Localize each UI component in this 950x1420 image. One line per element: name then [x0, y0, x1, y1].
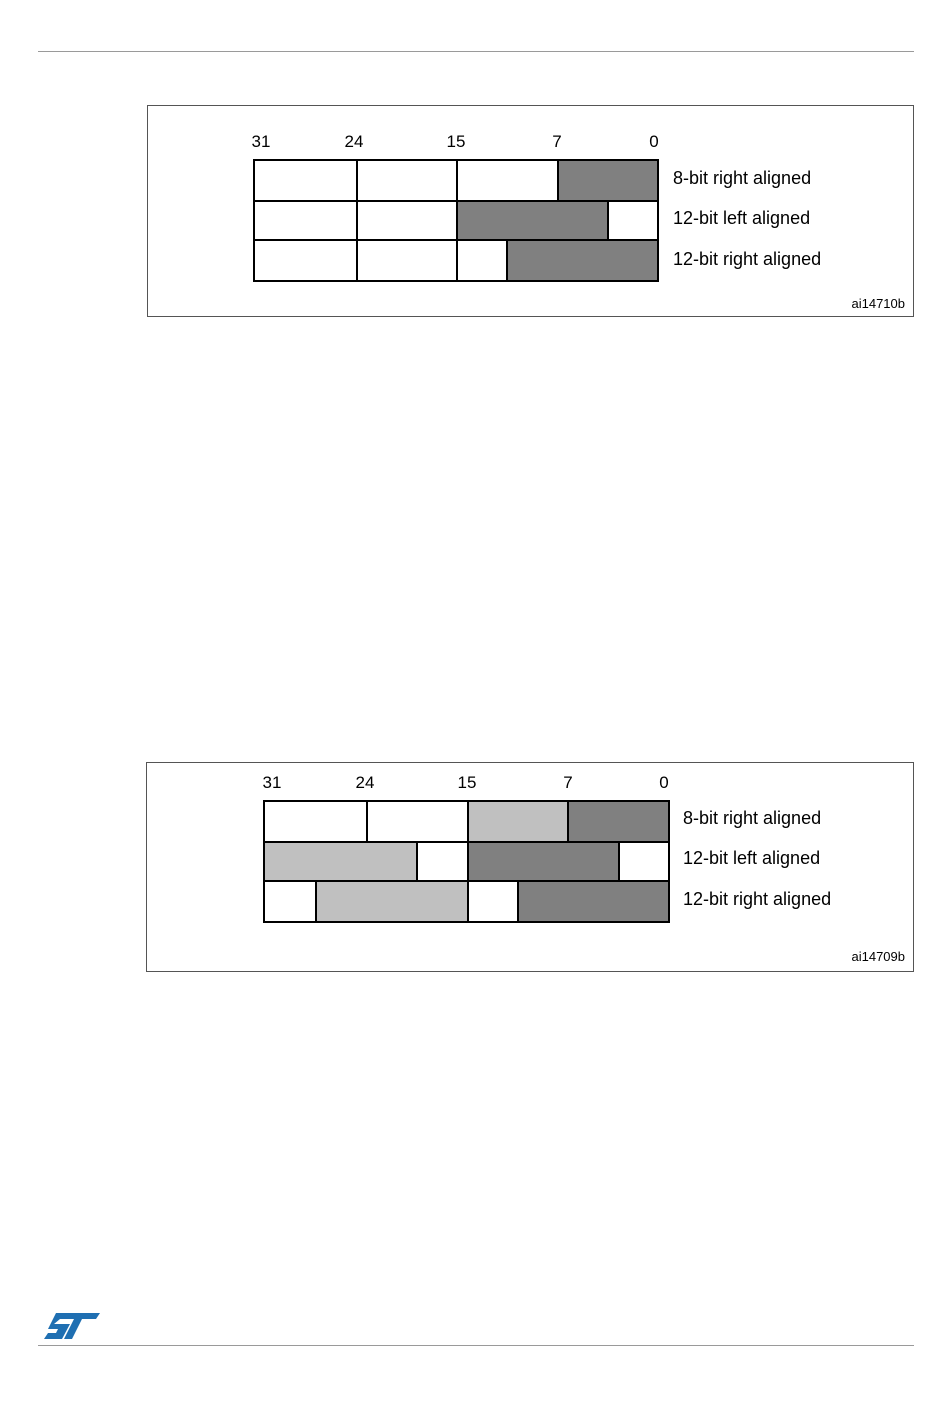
- footer-rule: [38, 1345, 914, 1346]
- bit-field-31-28: [265, 881, 315, 921]
- bit-field-7-0: [567, 802, 668, 842]
- bit-field-11-0: [506, 240, 657, 280]
- row-label-12bit-right: 12-bit right aligned: [683, 889, 832, 909]
- bit-field-19-16: [416, 842, 466, 882]
- bit-label-24: 24: [355, 773, 375, 792]
- row-separator: [265, 841, 668, 843]
- figure-id: ai14710b: [851, 296, 905, 311]
- row-label-12bit-right: 12-bit right aligned: [673, 249, 822, 269]
- bit-field-15-12: [456, 240, 506, 280]
- bit-field-15-4: [467, 842, 618, 882]
- row-label-8bit-right: 8-bit right aligned: [683, 808, 822, 828]
- register-row: [255, 161, 657, 201]
- bit-label-31: 31: [262, 773, 282, 792]
- row-label-12bit-left: 12-bit left aligned: [683, 848, 821, 868]
- bit-label-0: 0: [649, 132, 659, 151]
- register-box: [253, 159, 659, 282]
- bit-field-3-0: [607, 201, 657, 241]
- register-row: [265, 802, 668, 842]
- bit-label-31: 31: [251, 132, 271, 151]
- bit-field-7-0: [557, 161, 658, 201]
- bit-field-23-16: [366, 802, 467, 842]
- bit-label-0: 0: [659, 773, 669, 792]
- figure-id: ai14709b: [851, 949, 905, 964]
- bit-field-23-16: [356, 161, 457, 201]
- bit-field-31-24: [265, 802, 366, 842]
- register-row: [255, 201, 657, 241]
- bit-field-3-0: [618, 842, 668, 882]
- bit-label-7: 7: [552, 132, 562, 151]
- register-diagram-2: [146, 762, 914, 972]
- bit-label-24: 24: [344, 132, 364, 151]
- bit-field-23-16: [356, 240, 457, 280]
- register-row: [255, 240, 657, 280]
- row-separator: [255, 200, 657, 202]
- bit-field-15-8: [456, 161, 557, 201]
- bit-field-15-8: [467, 802, 568, 842]
- row-label-12bit-left: 12-bit left aligned: [673, 208, 811, 228]
- st-logo: [42, 1310, 102, 1342]
- bit-field-31-24: [255, 201, 356, 241]
- bit-field-27-16: [315, 881, 466, 921]
- register-row: [265, 881, 668, 921]
- bit-field-31-20: [265, 842, 416, 882]
- bit-field-23-16: [356, 201, 457, 241]
- row-label-8bit-right: 8-bit right aligned: [673, 168, 812, 188]
- header-rule: [38, 51, 914, 52]
- bit-field-15-12: [467, 881, 517, 921]
- bit-field-31-24: [255, 161, 356, 201]
- register-diagram-1: [147, 105, 914, 317]
- bit-field-11-0: [517, 881, 668, 921]
- bit-label-15: 15: [457, 773, 477, 792]
- register-box: [263, 800, 670, 923]
- row-separator: [255, 239, 657, 241]
- register-row: [265, 842, 668, 882]
- bit-label-15: 15: [446, 132, 466, 151]
- row-separator: [265, 880, 668, 882]
- bit-field-31-24: [255, 240, 356, 280]
- bit-label-7: 7: [563, 773, 573, 792]
- bit-field-15-4: [456, 201, 607, 241]
